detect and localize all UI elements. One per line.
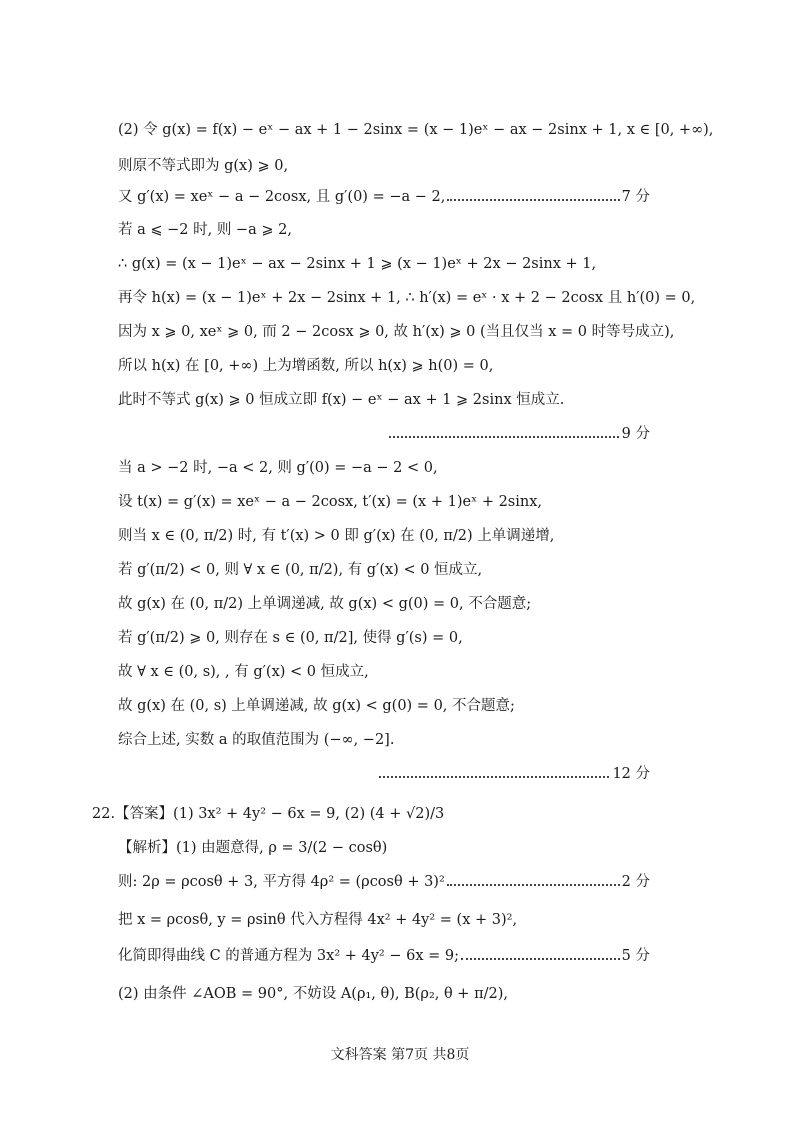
scored-line — [118, 872, 650, 892]
text-line: 若 a ⩽ −2 时, 则 −a ⩾ 2, — [118, 222, 292, 238]
leader-dots — [447, 874, 620, 886]
text-line: 此时不等式 g(x) ⩾ 0 恒成立即 f(x) − eˣ − ax + 1 ⩾ 2sinx 恒成立. — [118, 392, 565, 408]
text-line: 故 ∀ x ∈ (0, s), , 有 g′(x) < 0 恒成立, — [118, 664, 369, 680]
score-mark: 12 分 — [612, 766, 650, 782]
text-line: 若 g′(π/2) ⩾ 0, 则存在 s ∈ (0, π/2], 使得 g′(s) = 0, — [118, 630, 463, 646]
text-line: 因为 x ⩾ 0, xeˣ ⩾ 0, 而 2 − 2cosx ⩾ 0, 故 h′(x) ⩾ 0 (当且仅当 x = 0 时等号成立), — [118, 324, 675, 340]
score-mark: 7 分 — [621, 189, 650, 205]
text-line: 故 g(x) 在 (0, π/2) 上单调递减, 故 g(x) < g(0) = 0, 不合题意; — [118, 596, 532, 612]
scored-line — [118, 424, 650, 444]
text-line: 综合上述, 实数 a 的取值范围为 (−∞, −2]. — [118, 732, 395, 748]
text-line: 则原不等式即为 g(x) ⩾ 0, — [118, 158, 289, 174]
text-line: 所以 h(x) 在 [0, +∞) 上为增函数, 所以 h(x) ⩾ h(0) = 0, — [118, 358, 494, 374]
text-line: 若 g′(π/2) < 0, 则 ∀ x ∈ (0, π/2), 有 g′(x) < 0 恒成立, — [118, 562, 483, 578]
text-line: 再令 h(x) = (x − 1)eˣ + 2x − 2sinx + 1, ∴ h′(x) = eˣ · x + 2 − 2cosx 且 h′(0) = 0, — [118, 290, 696, 306]
leader-dots — [379, 766, 609, 778]
scored-line — [118, 764, 650, 784]
text-line: 则当 x ∈ (0, π/2) 时, 有 t′(x) > 0 即 g′(x) 在 (0, π/2) 上单调递增, — [118, 528, 555, 544]
text-line: 故 g(x) 在 (0, s) 上单调递减, 故 g(x) < g(0) = 0, 不合题意; — [118, 698, 515, 714]
text-line: 设 t(x) = g′(x) = xeˣ − a − 2cosx, t′(x) = (x + 1)eˣ + 2sinx, — [118, 494, 543, 510]
text-line: 则: 2ρ = ρcosθ + 3, 平方得 4ρ² = (ρcosθ + 3)² — [118, 874, 445, 890]
leader-dots — [447, 189, 619, 201]
question-22-answer: 22.【答案】(1) 3x² + 4y² − 6x = 9, (2) (4 + √2)/3 — [92, 806, 445, 822]
leader-dots — [389, 426, 619, 438]
scored-line — [118, 187, 650, 207]
scored-line — [118, 946, 650, 966]
text-line: 把 x = ρcosθ, y = ρsinθ 代入方程得 4x² + 4y² = (x + 3)², — [118, 912, 518, 928]
score-mark: 2 分 — [621, 874, 650, 890]
score-mark: 5 分 — [621, 948, 650, 964]
score-mark: 9 分 — [621, 426, 650, 442]
page-footer: 文科答案 第7页 共8页 — [330, 1047, 470, 1063]
text-line: 化简即得曲线 C 的普通方程为 3x² + 4y² − 6x = 9; — [118, 948, 459, 964]
text-line: 当 a > −2 时, −a < 2, 则 g′(0) = −a − 2 < 0, — [118, 460, 438, 476]
text-line: (2) 令 g(x) = f(x) − eˣ − ax + 1 − 2sinx = (x − 1)eˣ − ax − 2sinx + 1, x ∈ [0, +∞), — [118, 122, 714, 138]
leader-dots — [461, 948, 620, 960]
text-line: 又 g′(x) = xeˣ − a − 2cosx, 且 g′(0) = −a − 2, — [118, 189, 446, 205]
text-line: ∴ g(x) = (x − 1)eˣ − ax − 2sinx + 1 ⩾ (x − 1)eˣ + 2x − 2sinx + 1, — [118, 256, 597, 272]
analysis-heading: 【解析】(1) 由题意得, ρ = 3/(2 − cosθ) — [118, 840, 388, 856]
text-line: (2) 由条件 ∠AOB = 90°, 不妨设 A(ρ₁, θ), B(ρ₂, θ + π/2), — [118, 986, 508, 1002]
